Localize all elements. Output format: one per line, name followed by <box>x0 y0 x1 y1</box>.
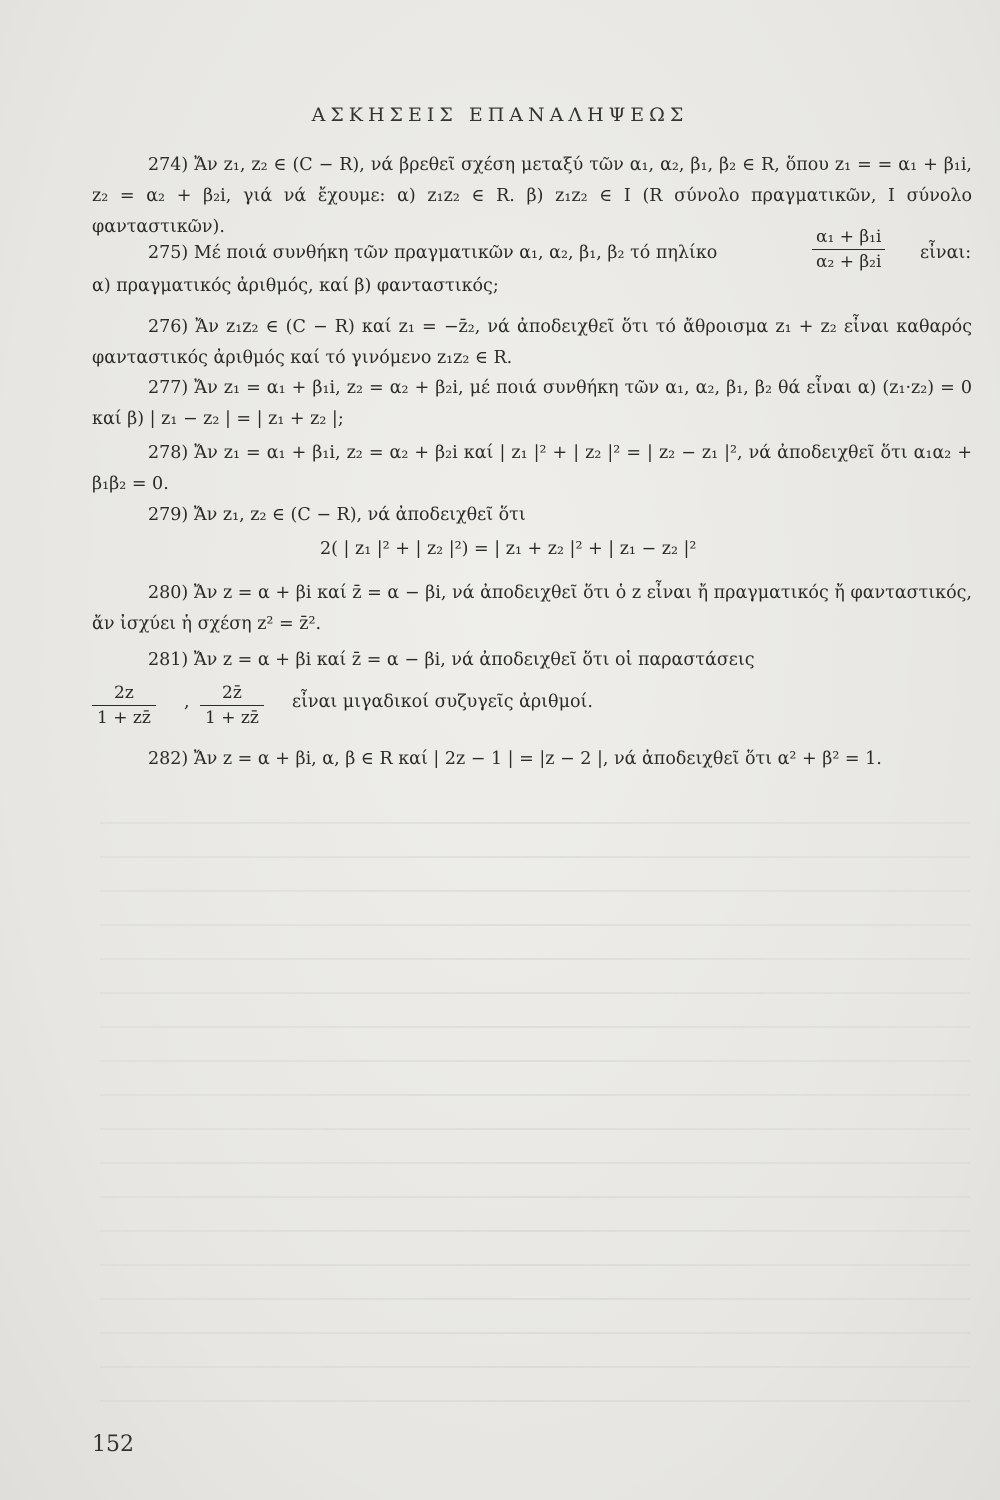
exercise-278 <box>92 438 972 500</box>
fraction-separator: , <box>184 692 190 712</box>
exercise-number: 276) <box>148 317 189 337</box>
quotient-fraction <box>812 227 885 272</box>
fraction-first <box>92 683 156 728</box>
fraction-numerator: α₁ + β₁i <box>812 227 885 250</box>
exercise-text-after: εἶναι μιγαδικοί συζυγεῖς ἀριθμοί. <box>292 692 593 712</box>
exercise-276 <box>92 312 972 374</box>
fraction-denominator: 1 + zz̄ <box>97 708 151 728</box>
exercise-text: Ἄν z₁ = α₁ + β₁i, z₂ = α₂ + β₂i, μέ ποιά συνθήκη τῶν α₁, α₂, β₁, β₂ θά εἶναι α) (z₁·z₂) = 0 καί β) | z₁ − z₂ | = | z₁ + z₂ |; <box>92 378 972 429</box>
exercise-number: 278) <box>148 443 189 463</box>
fraction-denominator: α₂ + β₂i <box>816 252 882 272</box>
exercise-text: Ἄν z₁, z₂ ∈ (C − R), νά ἀποδειχθεῖ ὅτι <box>193 505 526 525</box>
section-header: ΑΣΚΗΣΕΙΣ ΕΠΑΝΑΛΗΨΕΩΣ <box>311 104 689 126</box>
exercise-280 <box>92 578 972 640</box>
exercise-text-after: εἶναι: <box>920 243 972 263</box>
exercise-282 <box>92 744 972 775</box>
exercise-text: Ἄν z = α + βi καί z̄ = α − βi, νά ἀποδειχθεῖ ὅτι ὁ z εἶναι ἤ πραγματικός ἤ φανταστικός, ἄν ἰσχύει ἡ σχέση z² = z̄². <box>92 583 972 634</box>
show-through-texture <box>100 800 970 1420</box>
exercise-text-line2: α) πραγματικός ἀριθμός, καί β) φανταστικός; <box>92 276 499 296</box>
exercise-number: 274) <box>148 155 189 175</box>
fraction-second <box>200 683 264 728</box>
exercise-number: 275) <box>148 243 189 263</box>
exercise-number: 282) <box>148 749 189 769</box>
exercise-number: 277) <box>148 378 189 398</box>
exercise-text: Ἄν z₁ = α₁ + β₁i, z₂ = α₂ + β₂i καί | z₁ |² + | z₂ |² = | z₂ − z₁ |², νά ἀποδειχθεῖ ὅτι α₁α₂ + β₁β₂ = 0. <box>92 443 972 494</box>
fraction-numerator: 2z̄ <box>200 683 264 706</box>
exercise-277 <box>92 373 972 435</box>
exercise-number: 279) <box>148 505 189 525</box>
page-number: 152 <box>92 1432 134 1457</box>
fraction-denominator: 1 + zz̄ <box>205 708 259 728</box>
exercise-number: 281) <box>148 650 189 670</box>
exercise-text: Μέ ποιά συνθήκη τῶν πραγματικῶν α₁, α₂, β₁, β₂ τό πηλίκο <box>193 243 718 263</box>
fraction-numerator: 2z <box>92 683 156 706</box>
exercise-text: Ἄν z₁z₂ ∈ (C − R) καί z₁ = −z̄₂, νά ἀποδειχθεῖ ὅτι τό ἄθροισμα z₁ + z₂ εἶναι καθαρός φανταστικός ἀριθμός καί τό γινόμενο z₁z₂ ∈ R. <box>92 317 972 368</box>
exercise-number: 280) <box>148 583 189 603</box>
display-formula: 2( | z₁ |² + | z₂ |²) = | z₁ + z₂ |² + | z₁ − z₂ |² <box>320 539 697 559</box>
exercise-text: Ἄν z₁, z₂ ∈ (C − R), νά βρεθεῖ σχέση μεταξύ τῶν α₁, α₂, β₁, β₂ ∈ R, ὅπου z₁ = = α₁ + β₁i, z₂ = α₂ + β₂i, γιά νά ἔχουμε: α) z₁z₂ ∈ R. β) z₁z₂ ∈ I (R σύνολο πραγματικῶν, I σύνολο φανταστικῶν). <box>92 155 972 237</box>
exercise-text: Ἄν z = α + βi, α, β ∈ R καί | 2z − 1 | = |z − 2 |, νά ἀποδειχθεῖ ὅτι α² + β² = 1. <box>193 749 882 769</box>
exercise-text: Ἄν z = α + βi καί z̄ = α − βi, νά ἀποδειχθεῖ ὅτι οἱ παραστάσεις <box>193 650 755 670</box>
